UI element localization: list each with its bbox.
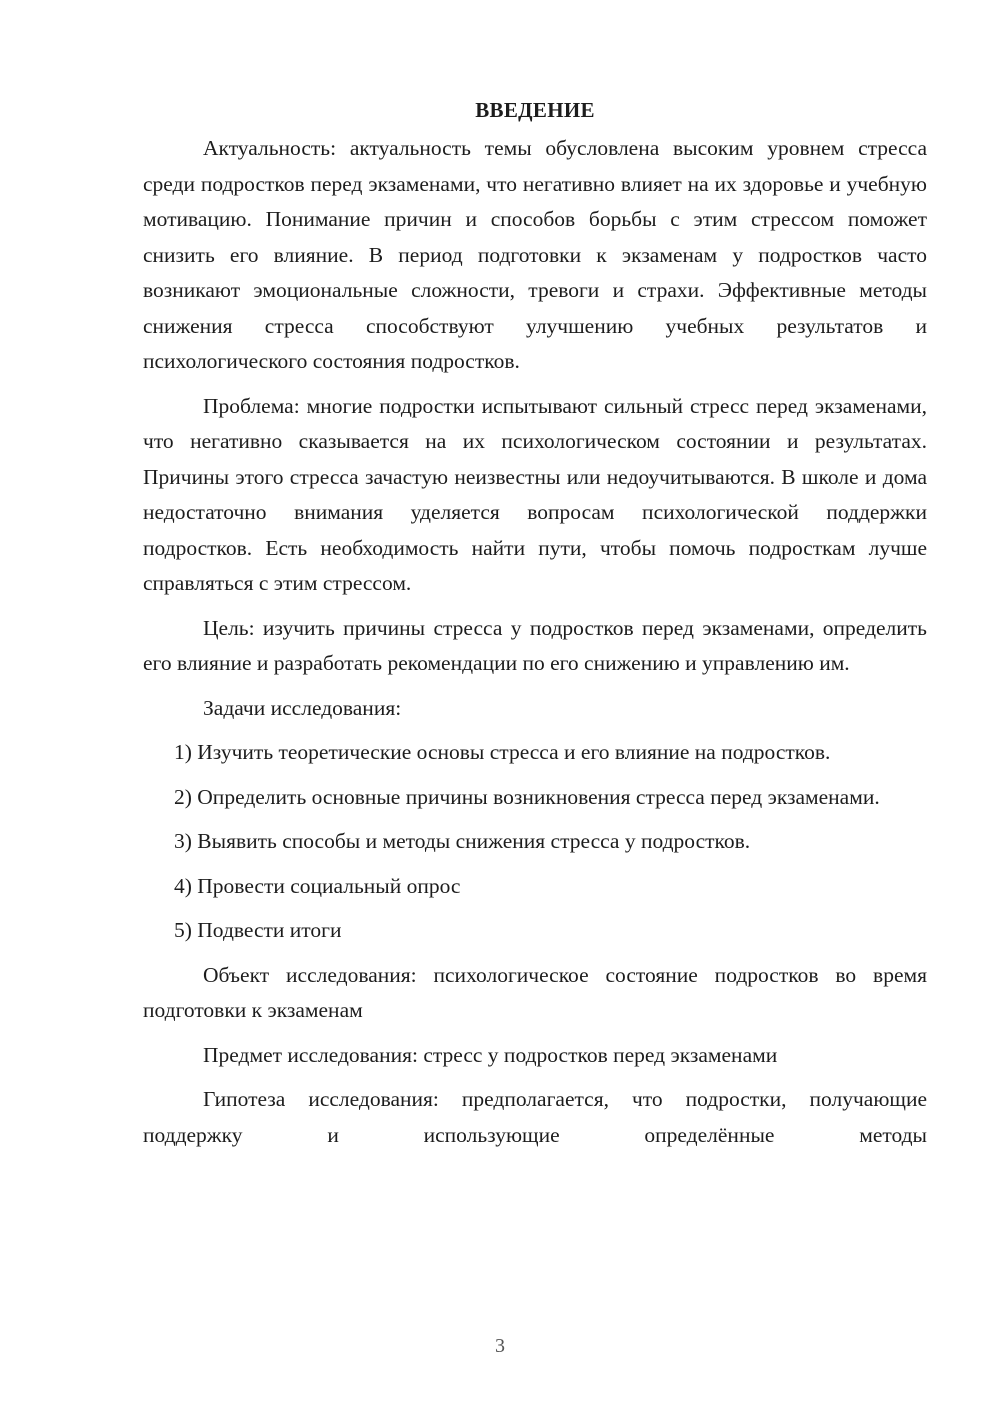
object-paragraph: Объект исследования: психологическое состояние подростков во время подготовки к экзаменам bbox=[143, 962, 927, 1022]
task-item-4: 4) Провести социальный опрос bbox=[174, 873, 461, 898]
page-number: 3 bbox=[495, 1335, 505, 1357]
task-item-5: 5) Подвести итоги bbox=[174, 918, 342, 942]
subject-paragraph: Предмет исследования: стресс у подростков перед экзаменами bbox=[203, 1042, 778, 1067]
problem-paragraph: Проблема: многие подростки испытывают сильный стресс перед экзаменами, что негативно сказывается на их психологическом состоянии и результатах. Причины этого стресса зачастую неизвестны или недоучитываются. В школе и дома недостаточно внимания уделяется вопросам психологической поддержки подростков. Есть необходимость найти пути, чтобы помочь подросткам лучше справляться с этим стрессом. bbox=[143, 393, 927, 595]
document-page bbox=[143, 95, 927, 1153]
relevance-paragraph: Актуальность: актуальность темы обусловлена высоким уровнем стресса среди подростков перед экзаменами, что негативно влияет на их здоровье и учебную мотивацию. Понимание причин и способов борьбы с этим стрессом поможет снизить его влияние. В период подготовки к экзаменам у подростков часто возникают эмоциональные сложности, тревоги и страхи. Эффективные методы снижения стресса способствуют улучшению учебных результатов и психологического состояния подростков. bbox=[143, 136, 927, 373]
task-item-3: 3) Выявить способы и методы снижения стресса у подростков. bbox=[174, 829, 751, 853]
task-item-1: 1) Изучить теоретические основы стресса и его влияние на подростков. bbox=[174, 740, 831, 764]
tasks-heading: Задачи исследования: bbox=[203, 695, 402, 720]
section-title: ВВЕДЕНИЕ bbox=[475, 98, 595, 122]
hypothesis-paragraph: Гипотеза исследования: предполагается, что подростки, получающие поддержку и использующие определённые методы bbox=[143, 1087, 927, 1147]
goal-paragraph: Цель: изучить причины стресса у подростков перед экзаменами, определить его влияние и разработать рекомендации по его снижению и управлению им. bbox=[143, 615, 927, 675]
task-item-2: 2) Определить основные причины возникновения стресса перед экзаменами. bbox=[174, 784, 880, 809]
